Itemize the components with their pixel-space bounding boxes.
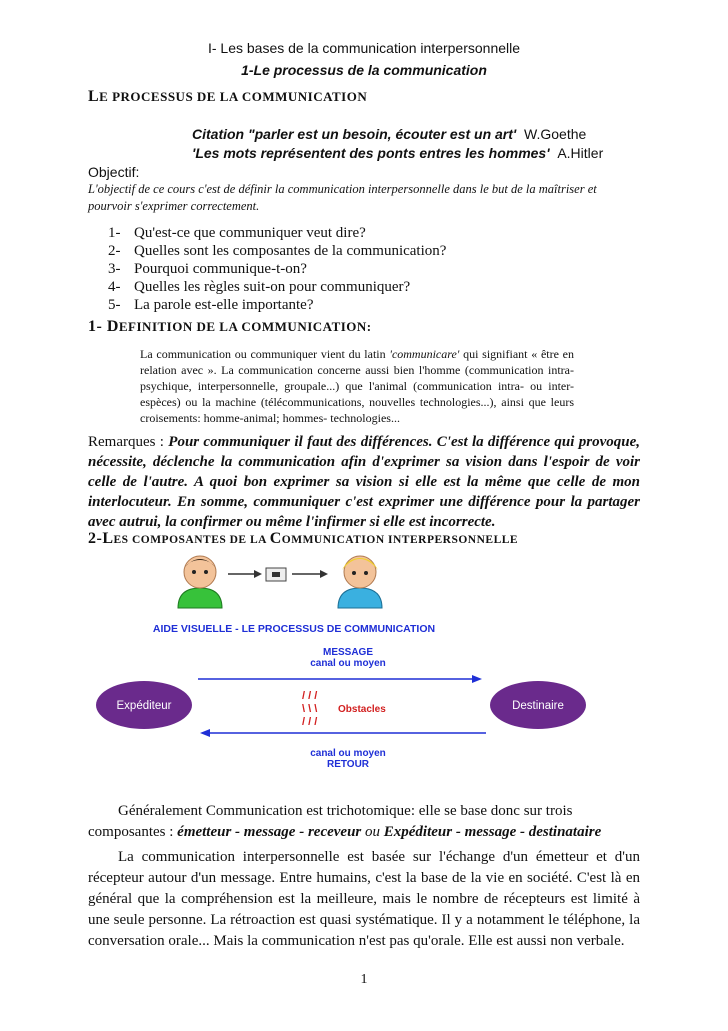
obstacles-label: Obstacles — [338, 704, 386, 715]
definition-title: 1- DEFINITION DE LA COMMUNICATION: — [88, 318, 372, 335]
trichotomy-text: Généralement Communication est trichotomique: elle se base donc sur trois composantes : émetteur - message - receveur ou Expéditeur - message - destinataire — [88, 803, 602, 840]
top-arrow — [198, 675, 482, 683]
list-item: 2- Quelles sont les composantes de la communication? — [108, 243, 447, 259]
page-number: 1 — [360, 972, 368, 987]
process-diagram — [88, 615, 640, 790]
svg-text:\ \ \: \ \ \ — [302, 703, 318, 715]
sender-label: Expéditeur — [116, 700, 172, 712]
objective-label: Objectif: — [88, 164, 140, 180]
canal-top-label: canal ou moyen — [310, 658, 386, 669]
definition-text: La communication ou communiquer vient du latin 'communicare' qui signifiant « être en relation avec ». La communication concerne aussi bien l'homme (communication intra-psychique, interpersonnelle, groupale...) que l'animal (communication intra- ou inter- espèces) ou la machine (télécommunications, nouvelles technologies...), ainsi que leurs croisements: homme-animal; hommes- technologies... — [140, 347, 574, 425]
chapter-title: I- Les bases de la communication interpersonnelle — [207, 40, 521, 56]
receiver-label: Destinaire — [512, 700, 564, 712]
list-item: 4- Quelles les règles suit-on pour communiquer? — [108, 279, 411, 295]
obstacles-icon — [302, 690, 317, 728]
arrow-icon — [292, 570, 328, 578]
list-item: 1- Qu'est-ce que communiquer veut dire? — [108, 225, 366, 241]
lesson-title: 1-Le processus de la communication — [241, 62, 487, 78]
body-paragraph: La communication interpersonnelle est basée sur l'échange d'un émetteur et d'un récepteur autour d'un message. Entre humains, c'est la base de la vie en société. C'est là en général que la compréhension est la meilleure, mais le nombre de récepteurs est limité à une seule personne. La rétroaction est quasi systématique. Il y a notamment le téléphone, la conversation orale... Mais la communication n'est pas qu'orale. Elle est aussi non verbale. — [88, 849, 640, 949]
arrow-icon — [228, 570, 262, 578]
remarks: Remarques : Pour communiquer il faut des différences. C'est la différence qui provoque, nécessite, déclenche la communication afin d'exprimer sa vision dans l'espoir de voir celle de l'autre. A quoi bon exprimer sa vision si elle est la même que celle de mon interlocuteur. En somme, communiquer c'est exprimer une différence pour la partager avec autrui, la confirmer ou même l'infirmer si elle est incorrecte. — [88, 434, 640, 530]
canal-bottom-label: canal ou moyen — [310, 748, 386, 759]
receiver-person-icon — [338, 556, 382, 608]
message-label: MESSAGE — [322, 647, 374, 658]
quote-goethe: Citation "parler est un besoin, écouter est un art' W.Goethe — [192, 126, 587, 142]
retour-label: RETOUR — [326, 759, 370, 770]
objective-text: L'objectif de ce cours c'est de définir la communication interpersonnelle dans le but de la maîtriser et pourvoir s'exprimer correctement. — [88, 182, 597, 213]
bottom-arrow — [200, 729, 486, 737]
message-icon — [266, 568, 286, 581]
diagram-title: AIDE VISUELLE - LE PROCESSUS DE COMMUNICATION — [152, 623, 436, 635]
components-title: 2-LES COMPOSANTES DE LA COMMUNICATION INTERPERSONNELLE — [88, 530, 519, 547]
svg-text:/ / /: / / / — [302, 690, 318, 702]
sender-person-icon — [178, 556, 222, 608]
list-item: 3- Pourquoi communique-t-on? — [108, 261, 307, 277]
quote-hitler: 'Les mots représentent des ponts entres les hommes' A.Hitler — [192, 145, 604, 161]
section-title: LE PROCESSUS DE LA COMMUNICATION — [88, 88, 368, 105]
list-item: 5- La parole est-elle importante? — [108, 297, 314, 313]
svg-text:/ / /: / / / — [302, 716, 318, 728]
questions-list — [108, 224, 628, 314]
communication-clipart — [170, 550, 550, 610]
